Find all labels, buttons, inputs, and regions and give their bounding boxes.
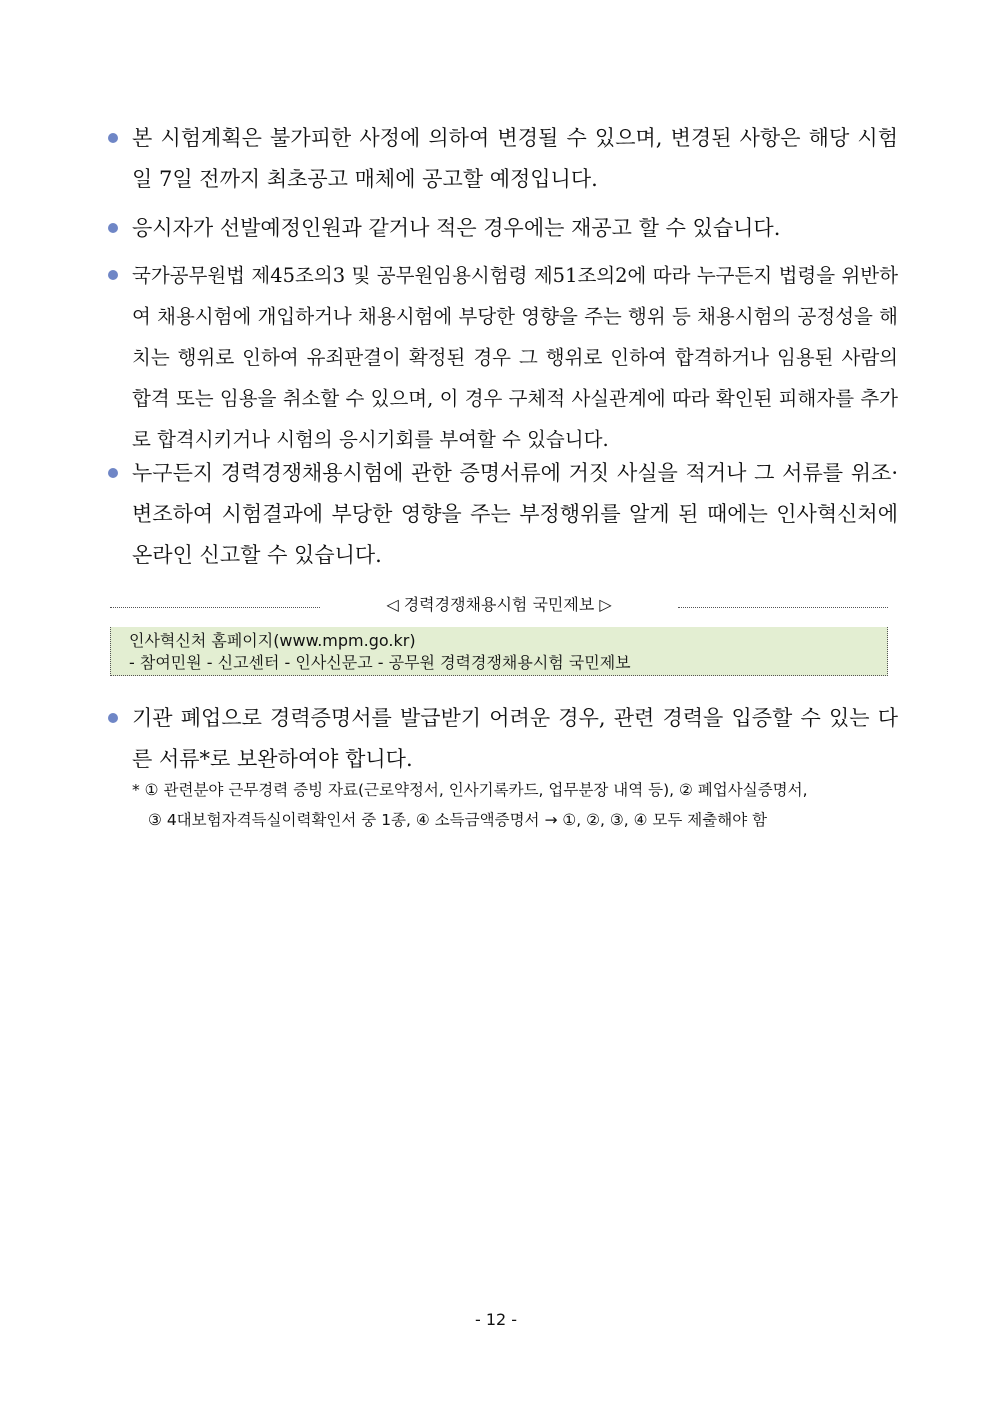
bullet-dot-icon [108, 270, 118, 280]
report-info-box [110, 595, 888, 678]
bullet-dot-icon [108, 468, 118, 478]
footnote-line: ③ 4대보험자격득실이력확인서 중 1종, ④ 소득금액증명서 → ①, ②, ③, ④ 모두 제출해야 함 [148, 811, 768, 829]
report-box-body [110, 627, 888, 676]
notice-text: 기관 폐업으로 경력증명서를 발급받기 어려운 경우, 관련 경력을 입증할 수 있는 다른 서류*로 보완하여야 합니다. [132, 706, 898, 771]
notice-item-schedule-change [108, 118, 898, 200]
report-box-line-homepage: 인사혁신처 홈페이지(www.mpm.go.kr) [129, 631, 416, 650]
notice-item-fraud-cancellation [108, 255, 898, 460]
notice-item-false-documents [108, 453, 898, 576]
footnote-line: * ① 관련분야 근무경력 증빙 자료(근로약정서, 인사기록카드, 업무분장 내역 등), ② 폐업사실증명서, [132, 781, 808, 799]
page-number: - 12 - [474, 1310, 518, 1329]
report-box-line-path: - 참여민원 - 신고센터 - 인사신문고 - 공무원 경력경쟁채용시험 국민제보 [129, 653, 631, 672]
notice-text: 누구든지 경력경쟁채용시험에 관한 증명서류에 거짓 사실을 적거나 그 서류를 위조·변조하여 시험결과에 부당한 영향을 주는 부정행위를 알게 된 때에는 인사혁신처에 온라인 신고할 수 있습니다. [132, 461, 898, 567]
notice-item-reannouncement [108, 208, 898, 249]
notice-item-closed-agency [108, 698, 898, 780]
bullet-dot-icon [108, 713, 118, 723]
bullet-dot-icon [108, 133, 118, 143]
report-box-title: ◁ 경력경쟁채용시험 국민제보 ▷ [386, 595, 612, 614]
notice-text: 국가공무원법 제45조의3 및 공무원임용시험령 제51조의2에 따라 누구든지 법령을 위반하여 채용시험에 개입하거나 채용시험에 부당한 영향을 주는 행위 등 채용시험의 공정성을 해치는 행위로 인하여 유죄판결이 확정된 경우 그 행위로 인하여 합격하거나 임용된 사람의 합격 또는 임용을 취소할 수 있으며, 이 경우 구체적 사실관계에 따라 확인된 피해자를 추가로 합격시키거나 시험의 응시기회를 부여할 수 있습니다. [132, 264, 898, 451]
bullet-dot-icon [108, 223, 118, 233]
notice-text: 응시자가 선발예정인원과 같거나 적은 경우에는 재공고 할 수 있습니다. [132, 216, 781, 240]
notice-text: 본 시험계획은 불가피한 사정에 의하여 변경될 수 있으며, 변경된 사항은 해당 시험일 7일 전까지 최초공고 매체에 공고할 예정입니다. [132, 126, 898, 191]
footnote [132, 775, 898, 835]
